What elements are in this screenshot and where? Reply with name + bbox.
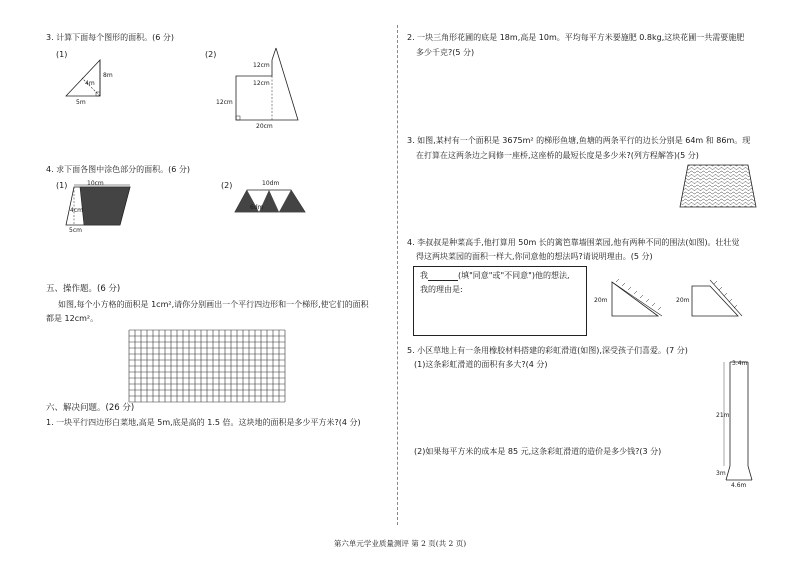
q3-title: 3. 计算下面每个图形的面积。(6 分) [46, 33, 175, 42]
q3-fig1-dim-b: 8m [103, 72, 113, 79]
q3-fig1-dim-c: 5m [76, 99, 86, 106]
section5-text2: 都是 12cm²。 [46, 314, 99, 323]
q2-line2: 多少千克?(5 分) [416, 48, 475, 57]
slide-dim-mid: 21m [716, 412, 730, 419]
q4-fig1-dim-top: 10cm [87, 180, 104, 187]
slide-dim-low: 3m [716, 470, 726, 477]
q4-fig2-dim-h: 6dm [250, 204, 264, 211]
q3-fig2-dim-a: 12cm [253, 62, 270, 69]
q4-title: 4. 求下面各图中涂色部分的面积。(6 分) [46, 165, 191, 174]
answer-box-line2: 我的理由是: [420, 285, 463, 294]
q3-fig2-dim-c: 12cm [216, 99, 233, 106]
q4-fig1-dim-bottom: 5cm [69, 227, 82, 234]
q4-shaded-triangles-figure [233, 188, 313, 218]
q3r-line1: 3. 如图,某村有一个面积是 3675m² 的梯形鱼塘,鱼塘的两条平行的边长分别是 64m 和 86m。现 [407, 136, 751, 145]
q4-fig1-dim-h: 4cm [70, 207, 83, 214]
q5r-line1: 5. 小区草地上有一条用橡胶材料搭建的彩虹滑道(如图),深受孩子们喜爱。(7 分) [407, 346, 688, 355]
q3-fig1-label: (1) [56, 50, 68, 59]
rainbow-slide-figure [720, 358, 760, 488]
page-footer: 第六单元学业质量测评 第 2 页(共 2 页) [333, 539, 467, 548]
garden-fig1-dim: 20m [594, 297, 608, 304]
q4-fig2-label: (2) [221, 181, 233, 190]
q5r-sub1: (1)这条彩虹滑道的面积有多大?(4 分) [414, 360, 548, 369]
q5r-sub2: (2)如果每平方米的成本是 85 元,这条彩虹滑道的造价是多少钱?(3 分) [414, 447, 662, 456]
q2-line1: 2. 一块三角形花圃的底是 18m,高是 10m。平均每平方米要施肥 0.8kg,这块花圃一共需要施肥 [407, 33, 745, 42]
q4-fig1-label: (1) [56, 181, 68, 190]
q3-fig2-label: (2) [205, 50, 217, 59]
section5-text1: 如图,每个小方格的面积是 1cm²,请你分别画出一个平行四边形和一个梯形,使它们的面积 [58, 300, 369, 309]
slide-dim-bottom: 4.6m [731, 482, 747, 489]
q4r-line1: 4. 李叔叔是种菜高手,他打算用 50m 长的篱笆靠墙围菜园,他有两种不同的围法(如图)。壮壮觉 [407, 238, 740, 247]
answer-box-line1: 我 (填"同意"或"不同意")他的想法, [420, 271, 570, 280]
q3r-line2: 在打算在这两条边之间修一座桥,这座桥的最短长度是多少米?(列方程解答)(5 分) [416, 151, 699, 160]
q3-fig2-dim-d: 20cm [256, 123, 273, 130]
garden-trapezoid-figure [690, 276, 750, 322]
q3-fig1-dim-a: 4m [85, 80, 95, 87]
section5-title: 五、操作题。(6 分) [46, 284, 121, 294]
s6-question-1: 1. 一块平行四边形白菜地,高是 5m,底是高的 1.5 倍。这块地的面积是多少平方米?(4 分) [46, 418, 361, 427]
section6-title: 六、解决问题。(26 分) [46, 403, 135, 413]
slide-dim-top: 3.4m [732, 360, 748, 367]
q4r-line2: 得这两块菜园的面积一样大,你同意他的想法吗?请说明理由。(5 分) [416, 252, 653, 261]
q3-fig2-dim-b: 12cm [253, 80, 270, 87]
garden-fig2-dim: 20m [676, 297, 690, 304]
q4-fig2-dim-top: 10dm [262, 180, 280, 187]
answer-blank[interactable] [428, 272, 458, 281]
drawing-grid[interactable] [129, 330, 285, 402]
fish-pond-figure [678, 163, 760, 211]
column-divider [397, 25, 398, 525]
garden-triangle-figure [610, 276, 670, 322]
